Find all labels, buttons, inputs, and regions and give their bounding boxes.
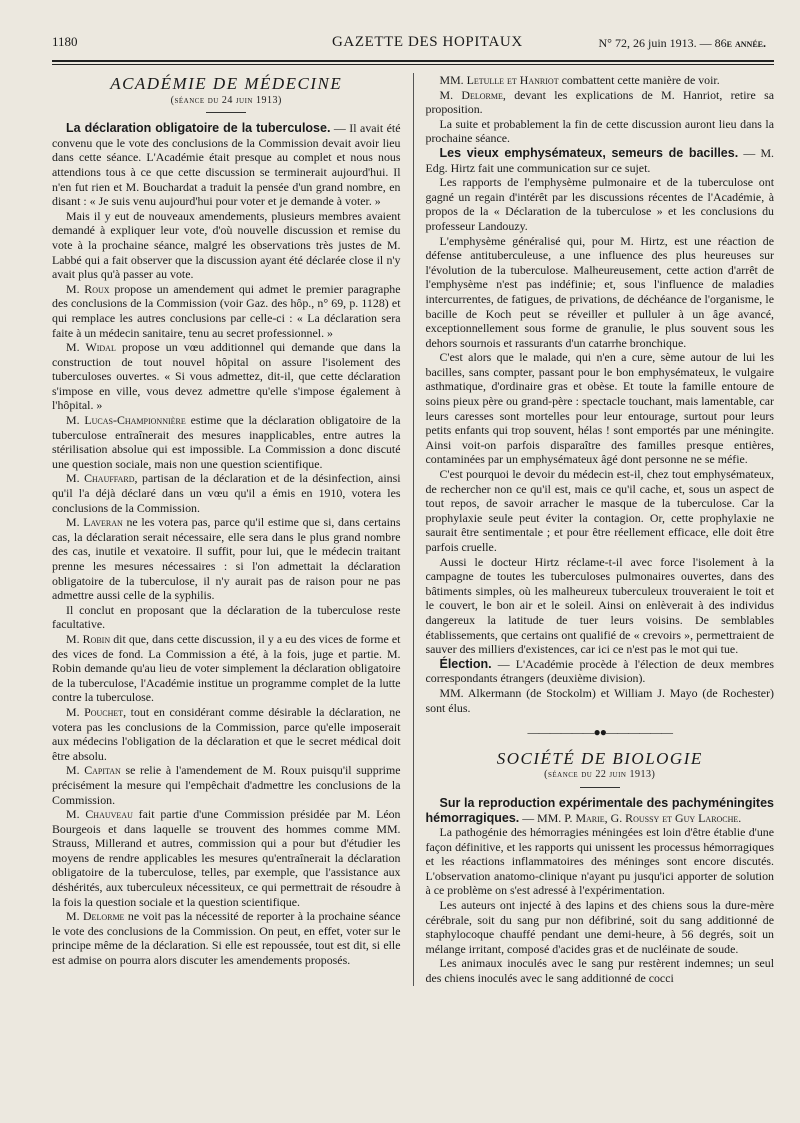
paragraph [52, 121, 401, 209]
speaker-name: M. Roux [66, 281, 110, 296]
article-columns [52, 73, 774, 986]
paragraph [426, 657, 775, 686]
authors: — MM. P. Marie, G. Roussy et Guy Laroche. [519, 810, 742, 825]
paragraph-text: , tout en considérant comme désirable la déclaration, ne votera pas les conclusions de la Commission, parce qu'elle imposerait aux médecins l'obligation de la déclaration et que le secret médical doit être absolu. [52, 704, 401, 763]
paragraph: Aussi le docteur Hirtz réclame-t-il avec force l'isolement à la campagne de toutes les tuberculoses pulmonaires ouvertes, dans des bâtiments simples, où les malheureux tuberculeux trouveraient le toit et le couvert, le bon air et le soleil. Ainsi on enlèverait à des individus dangereux la latitude de tuer leurs voisins. De semblables établissements, que certains ont qualifié de « crevoirs », permettraient de sauver des milliers d'existences, car ici ce n'est pas le mot qui tue. [425, 554, 774, 657]
issue-prefix: N° 72, 26 juin 1913. — 86 [598, 36, 727, 50]
societe-title: SOCIÉTÉ DE BIOLOGIE [496, 748, 703, 768]
paragraph [52, 705, 401, 763]
paragraph-text: fait partie d'une Commission présidée par M. Léon Bourgeois et dans laquelle se trouvent des hommes comme MM. Strauss, Millerand et autres, commission qui a pour but d'étudier les moyens de rendre applicables les mesures qu'entraînerait la déclaration obligatoire de la tuberculose, telles, par exemple, que l'assistance aux déshérités, aux tuberculeux nécessiteux, ce qui permettrait de résoudre à la fois la question sociale et la question scientifique. [52, 807, 401, 909]
paragraph: Les animaux inoculés avec le sang pur restèrent indemnes; un seul des chiens inoculés avec le sang additionné de cocci [425, 956, 774, 986]
academie-session: (séance du 24 juin 1913) [170, 94, 282, 106]
paragraph-text: ne voit pas la nécessité de reporter à la prochaine séance le vote des conclusions de la Commission. On peut, en effet, voter sur le principe même de la déclaration. Si elle est repoussée, tout est dit, si elle est admise on pourra alors discuter les amendements proposés. [52, 909, 401, 968]
speaker-name: M. Robin [66, 631, 111, 646]
paragraph [426, 88, 775, 117]
paragraph [426, 796, 775, 825]
societe-session: (séance du 22 juin 1913) [544, 769, 656, 781]
paragraph: Les auteurs ont injecté à des lapins et des chiens sous la dure-mère cérébrale, soit du sang pur non défibriné, soit du sang additionné de staphylocoque chauffé pendant une demi-heure, à 56 degrés, soit un mélange irritant, composé d'acides gras et de nucléinate de soude. [425, 898, 774, 956]
paragraph-text: — L'Académie procède à l'élection de deux membres correspondants étrangers (deuxième division). [425, 656, 774, 686]
speaker-name: M. Pouchet [66, 704, 124, 719]
speaker-name: MM. Letulle et Hanriot [439, 73, 559, 87]
paragraph [52, 909, 401, 967]
paragraph-text: se relie à l'amendement de M. Roux puisqu'il supprime précisément la mesure qui l'empêchait d'admettre les conclusions de la Commission. [52, 763, 401, 807]
speaker-name: M. Widal [66, 340, 116, 355]
headline-declaration: La déclaration obligatoire de la tuberculose. [66, 121, 331, 136]
paragraph-text: , devant les explications de M. Hanriot, retire sa proposition. [425, 87, 774, 117]
speaker-name: M. Capitan [66, 763, 121, 778]
paragraph-text: , partisan de la déclaration et de la désinfection, ainsi qu'il l'a déjà déclaré dans un vœu qu'il a émis en 1910, votera les conclusions de la Commission. [52, 471, 401, 515]
paragraph-text: — Il avait été convenu que le vote des conclusions de la Commission devait avoir lieu dans cette séance. L'Académie était presque au complet et nous nous attendions tous à ce que cette discussion se terminerait aujourd'hui. Il n'en fut rien et M. Bouchardat a traduit la pensée d'un grand nombre, en disant : « Je suis venu aujourd'hui pour voter et je demande à voter. » [52, 121, 401, 209]
page-number: 1180 [52, 34, 78, 49]
paragraph: L'emphysème généralisé qui, pour M. Hirtz, est une réaction de défense antituberculeuse, a une influence des plus heureuses sur l'évolution de la tuberculose. Malheureusement, cette action d'arrêt de l'emphysème n'est pas indéfinie; et, sous l'influence de maladies intercurrentes, de fatigues, de privations, de déchéance de l'organisme, le bacille de Koch peut se réveiller et pulluler à un âge avancé, exceptionnellement sous forme de granulie, le plus souvent sous les dehors sournois et rassurants d'un catarrhe bronchique. [425, 233, 774, 350]
paragraph [52, 763, 401, 807]
paragraph-text: ne les votera pas, parce qu'il estime que si, dans certains cas, la déclaration serait nécessaire, elle sera dans le plus grand nombre des cas, inutile et vexatoire. Il suffit, pour lui, que le médecin traitant prenne les mesures nécessaires : si l'on admettait la déclaration obligatoire de la tuberculose, il n'y aurait pas de raison pour ne pas admettre aussi celle de la syphilis. [52, 515, 401, 603]
page-header [52, 28, 774, 58]
issue-info [599, 36, 766, 51]
paragraph [52, 632, 401, 705]
paragraph [52, 282, 401, 340]
paragraph: Il conclut en proposant que la déclaration de la tuberculose reste facultative. [52, 602, 401, 632]
paragraph-text: dit que, dans cette discussion, il y a eu des vices de forme et des vices de fond. La Commission a été, à la fois, juge et partie. M. Robin demande qu'au lieu de voter simplement la déclaration obligatoire de la tuberculose, l'Académie institue un programme complet de la lutte contre la tuberculose. [52, 631, 401, 705]
speaker-name: M. Laveran [66, 515, 123, 530]
paragraph-text: estime que la déclaration obligatoire de la tuberculose entraînerait des mesures inapplicables, entre autres la stérilisation absolue qui est impossible. La Commission a donc discuté une question sociale, mais non une question scientifique. [52, 413, 401, 471]
paragraph-text: propose un amendement qui admet le premier paragraphe des conclusions de la Commission (voir Gaz. des hôp., n° 69, p. 1128) et qui remplace les autres conclusions par celle-ci : « La déclaration sera faite à un médecin sanitaire, tenu au secret professionnel. » [52, 281, 401, 340]
paragraph [426, 146, 775, 175]
paragraph [52, 413, 401, 471]
speaker-name: M. Chauffard [66, 471, 135, 486]
headline-election: Élection. [439, 656, 492, 671]
paragraph: La suite et probablement la fin de cette discussion auront lieu dans la prochaine séance. [425, 116, 774, 146]
speaker-name: M. Delorme [439, 87, 503, 102]
paragraph: MM. Alkermann (de Stockolm) et William J. Mayo (de Rochester) sont élus. [425, 685, 774, 715]
paragraph [426, 73, 775, 88]
paragraph [52, 807, 401, 909]
header-rule [52, 60, 774, 62]
right-column [414, 73, 775, 986]
issue-suffix: e année. [726, 36, 766, 50]
academie-title: ACADÉMIE DE MÉDECINE [110, 74, 343, 93]
paragraph: C'est pourquoi le devoir du médecin est-il, chez tout emphysémateux, de rechercher non ce qu'il est, mais ce qu'il cache, et, sous un aspect de tout repos, de savoir arracher le masque de la tuberculose. Car la prophylaxie seule peut éviter la contagion. Or, cette prophylaxie ne saurait être sentimentale ; et pour être réellement efficace, elle doit être parfois cruelle. [425, 467, 774, 554]
speaker-name: M. Delorme [66, 909, 125, 924]
paragraph: Les rapports de l'emphysème pulmonaire et de la tuberculose ont gagné un regain d'intérêt par les discussions récentes de l'Académie, à propos de la « Déclaration de la tuberculose » et les conclusions du professeur Landouzy. [425, 175, 774, 233]
paragraph-text: propose un vœu additionnel qui demande que dans la construction de tout nouvel hôpital on assure l'isolement des tuberculoses ouvertes. « Si vous admettez, dit-il, que cette déclaration s'impose en ville, vous devez admettre qu'elle s'impose également à l'hôpital. » [52, 340, 401, 413]
paragraph: C'est alors que le malade, qui n'en a cure, sème autour de lui les bacilles, sans compter, passant pour le bon emphysémateux, le vulgaire asthmatique, d'ordinaire gras et obèse. Et toute la famille entoure de soins pieux père ou grand-père : spectacle touchant, mais lamentable, car leurs caresses sont mortelles pour leur entourage, surtout pour leurs petits enfants qui trop souvent, hélas ! sont emportés par une méningite. Ainsi voit-on parfois disparaître des familles presque entières, contaminées par un emphysémateux âgé dont personne ne se méfie. [425, 350, 774, 467]
paragraph [52, 515, 401, 603]
headline-pachymeningites: Sur la reproduction expérimentale des pachyméningites hémorragiques. [425, 795, 774, 825]
paragraph: La pathogénie des hémorragies méningées est loin d'être établie d'une façon définitive, et les rapports qui unissent les processus hémorragiques et les réactions inflammatoires des méninges sont encore discutés. L'observation anatomo-clinique n'ayant pu jusqu'ici apporter de solution à ce problème on s'est adressé à l'expérimentation. [425, 825, 774, 898]
speaker-name: M. Chauveau [66, 807, 133, 822]
section-divider [206, 112, 246, 113]
paragraph: Mais il y eut de nouveaux amendements, plusieurs membres avaient demandé à expliquer leur vote, d'où nouvelle discussion et remise du vote à la prochaine séance, malgré les observations très justes de M. Labbé qui a fait observer que la discussion ayant été déclarée close il n'y avait plus qu'à passer au vote. [52, 208, 401, 282]
ornament-separator: ——————●●—————— [527, 725, 672, 740]
paragraph [52, 471, 401, 515]
paragraph-text: — M. Edg. Hirtz fait une communication sur ce sujet. [425, 145, 774, 175]
paragraph [52, 340, 401, 413]
headline-emphysemateux: Les vieux emphysémateux, semeurs de bacilles. [439, 145, 739, 160]
journal-title: GAZETTE DES HOPITAUX [332, 34, 523, 50]
header-rule-thin [52, 64, 774, 65]
section-divider [580, 787, 620, 788]
paragraph-text: combattent cette manière de voir. [558, 73, 720, 87]
left-column [52, 73, 414, 986]
speaker-name: M. Lucas-Championnière [66, 413, 186, 428]
